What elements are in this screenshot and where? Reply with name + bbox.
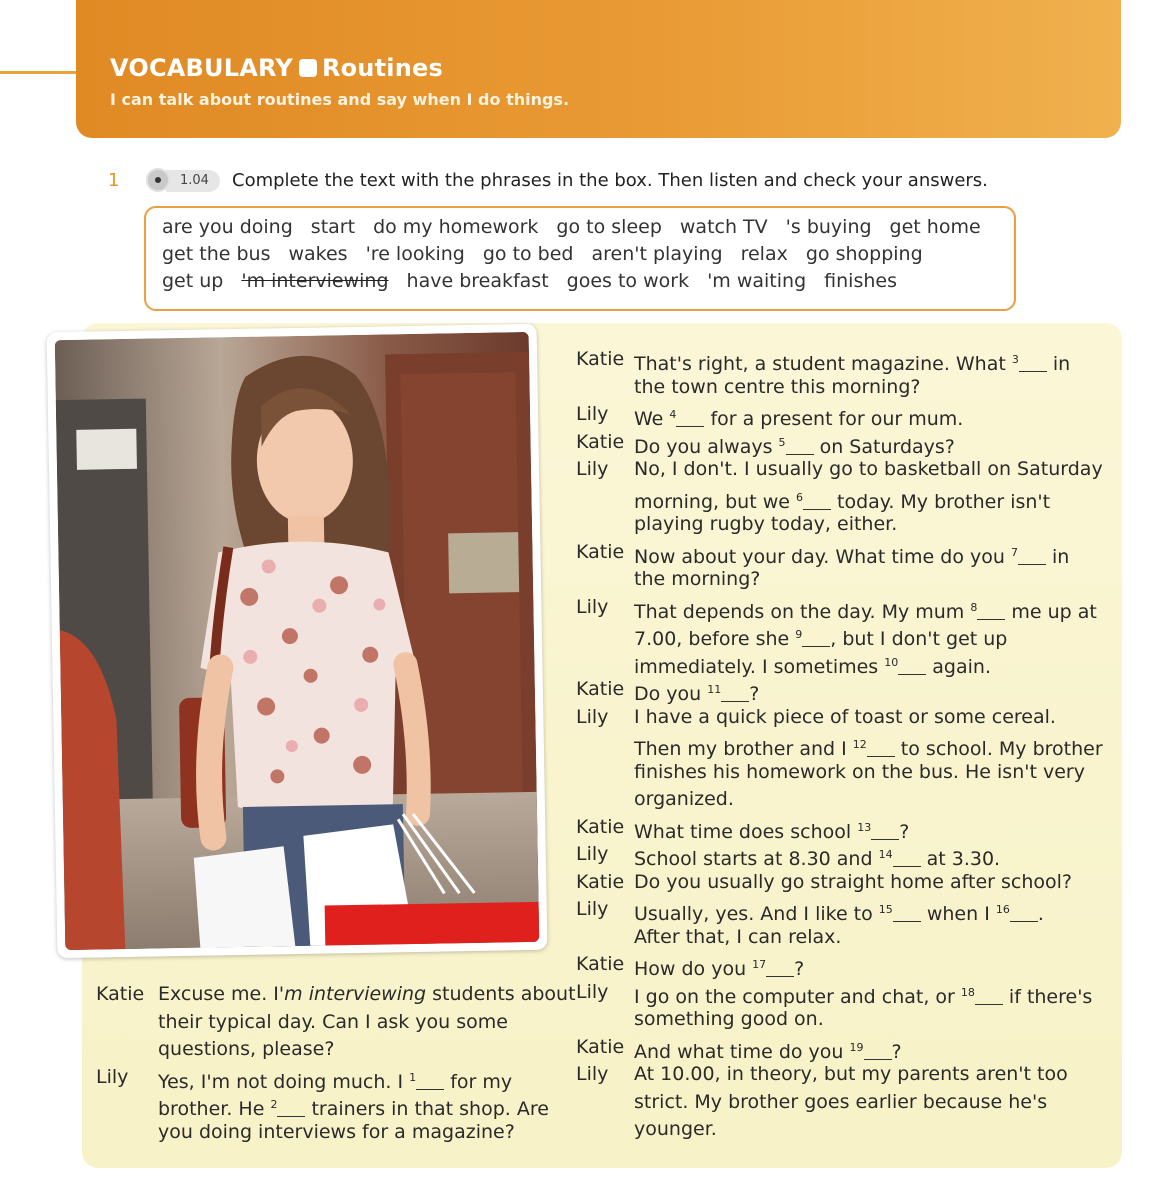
- exercise-number: 1: [108, 170, 120, 191]
- speaker-name: Katie: [576, 540, 625, 563]
- section-subtitle: I can talk about routines and say when I do things.: [110, 90, 570, 109]
- answer-blank[interactable]: [277, 1099, 305, 1117]
- section-banner: [76, 0, 1121, 138]
- phrase: 'm waiting: [707, 270, 807, 292]
- answer-blank[interactable]: [721, 684, 749, 702]
- answer-blank[interactable]: [871, 822, 899, 840]
- speaker-name: Lily: [576, 458, 609, 480]
- phrase-crossed-out: 'm interviewing: [241, 270, 389, 292]
- phrase: aren't playing: [591, 243, 723, 265]
- dialogue-line: Do you always $^5$ on Saturdays?: [634, 435, 955, 458]
- phrase: have breakfast: [406, 270, 549, 292]
- answer-blank[interactable]: [416, 1072, 444, 1090]
- speaker-name: Lily: [96, 1065, 129, 1088]
- dialogue-line: At 10.00, in theory, but my parents aren't too: [634, 1063, 1068, 1085]
- phrase: 's buying: [785, 216, 872, 238]
- answer-blank[interactable]: [766, 959, 794, 977]
- photo-illustration: [55, 332, 540, 950]
- dialogue-line: That depends on the day. My mum $^8$ me up at: [634, 600, 1097, 623]
- dialogue-line: you doing interviews for a magazine?: [158, 1120, 515, 1143]
- answer-blank[interactable]: [898, 657, 926, 675]
- phrase: relax: [740, 243, 788, 265]
- phrase: finishes: [824, 270, 897, 292]
- phrase-row: [162, 216, 999, 238]
- phrase: wakes: [288, 243, 348, 265]
- dialogue-line: Now about your day. What time do you $^7$ in: [634, 545, 1070, 568]
- photo-girl-shopping: [47, 324, 548, 958]
- dialogue-line: younger.: [634, 1118, 717, 1140]
- speaker-name: Katie: [576, 348, 625, 370]
- answer-blank[interactable]: [893, 904, 921, 922]
- speaker-name: Katie: [96, 983, 145, 1005]
- dialogue-line: We $^4$ for a present for our mum.: [634, 408, 964, 430]
- dialogue-line: Then my brother and I $^{12}$ to school. My brother: [634, 738, 1103, 760]
- phrase: watch TV: [679, 216, 768, 238]
- answer-blank[interactable]: [676, 409, 704, 427]
- dialogue-line: I have a quick piece of toast or some cereal.: [634, 705, 1056, 728]
- answer-blank[interactable]: [803, 492, 831, 510]
- dialogue-line: brother. He $^2$ trainers in that shop. Are: [158, 1098, 549, 1120]
- dialogue-line: That's right, a student magazine. What $^3$ in: [634, 353, 1071, 375]
- section-topic: Routines: [321, 54, 443, 82]
- speaker-name: Katie: [576, 1035, 625, 1058]
- phrase: go to bed: [482, 243, 574, 265]
- dialogue-line: questions, please?: [158, 1038, 335, 1060]
- answer-blank[interactable]: [893, 849, 921, 867]
- dialogue-line: Excuse me. I'm interviewing students about: [158, 983, 576, 1005]
- section-label: VOCABULARY: [110, 54, 293, 82]
- audio-cd-icon[interactable]: [146, 168, 170, 192]
- audio-track-number[interactable]: 1.04: [166, 170, 220, 192]
- speaker-name: Lily: [576, 1063, 609, 1085]
- dialogue-line: What time does school $^{13}$ ?: [634, 820, 910, 843]
- speaker-name: Lily: [576, 403, 609, 425]
- phrase: 're looking: [365, 243, 465, 265]
- answer-blank[interactable]: [1010, 904, 1038, 922]
- dialogue-line: strict. My brother goes earlier because he's: [634, 1090, 1048, 1113]
- phrase: go to sleep: [556, 216, 662, 238]
- phrase: are you doing: [162, 216, 293, 238]
- exercise-instruction: Complete the text with the phrases in the box. Then listen and check your answers.: [232, 170, 988, 191]
- dialogue-line: playing rugby today, either.: [634, 513, 898, 535]
- dialogue-line: 7.00, before she $^9$ , but I don't get up: [634, 628, 1008, 650]
- answer-blank[interactable]: [802, 629, 830, 647]
- phrase: get the bus: [162, 243, 271, 265]
- speaker-name: Lily: [576, 898, 609, 920]
- answer-blank[interactable]: [975, 987, 1003, 1005]
- section-title: [110, 54, 443, 82]
- dialogue-line: School starts at 8.30 and $^{14}$ at 3.30.: [634, 848, 1001, 870]
- speaker-name: Katie: [576, 430, 625, 453]
- phrase: go shopping: [805, 243, 923, 265]
- dialogue-right: [576, 346, 1116, 1146]
- phrase-row: [162, 270, 915, 292]
- phrase: goes to work: [566, 270, 690, 292]
- dialogue-line: immediately. I sometimes $^{10}$ again.: [634, 655, 991, 678]
- phrase: do my homework: [373, 216, 539, 238]
- phrase-row: [162, 243, 941, 265]
- dialogue-line: And what time do you $^{19}$ ?: [634, 1040, 902, 1063]
- speaker-name: Katie: [576, 815, 625, 838]
- banner-accent-line: [0, 71, 80, 74]
- dialogue-line: After that, I can relax.: [634, 925, 842, 948]
- dialogue-line: How do you $^{17}$ ?: [634, 958, 805, 980]
- speaker-name: Lily: [576, 980, 609, 1003]
- answer-blank[interactable]: [867, 739, 895, 757]
- speaker-name: Lily: [576, 705, 609, 728]
- dialogue-line: Do you $^{11}$ ?: [634, 683, 760, 705]
- speaker-name: Katie: [576, 678, 625, 700]
- speaker-name: Lily: [576, 843, 609, 865]
- dialogue-left: [96, 981, 576, 1151]
- phrase: start: [310, 216, 356, 238]
- answer-blank[interactable]: [1019, 354, 1047, 372]
- dialogue-line: I go on the computer and chat, or $^{18}$ if there's: [634, 985, 1093, 1008]
- speaker-name: Lily: [576, 595, 609, 618]
- answer-blank[interactable]: [864, 1042, 892, 1060]
- dialogue-line: the town centre this morning?: [634, 375, 921, 398]
- phrase: get home: [889, 216, 981, 238]
- answer-blank[interactable]: [977, 602, 1005, 620]
- dialogue-line: Yes, I'm not doing much. I $^1$ for my: [158, 1070, 513, 1093]
- dialogue-line: the morning?: [634, 568, 761, 590]
- dialogue-line: finishes his homework on the bus. He isn't very: [634, 760, 1085, 783]
- dialogue-line: morning, but we $^6$ today. My brother isn't: [634, 490, 1051, 513]
- phrase: get up: [162, 270, 224, 292]
- dialogue-line: organized.: [634, 788, 734, 810]
- speaker-name: Katie: [576, 870, 625, 893]
- phrase-box: [144, 206, 1016, 311]
- speaker-name: Katie: [576, 953, 625, 975]
- bullet-square-icon: [299, 59, 317, 77]
- answer-blank[interactable]: [1018, 547, 1046, 565]
- dialogue-line: something good on.: [634, 1008, 824, 1030]
- answer-blank[interactable]: [786, 437, 814, 455]
- dialogue-line: Usually, yes. And I like to $^{15}$ when I $^{16}$ .: [634, 903, 1044, 925]
- dialogue-line: Do you usually go straight home after school?: [634, 870, 1073, 893]
- dialogue-line: No, I don't. I usually go to basketball on Saturday: [634, 458, 1103, 480]
- dialogue-line: their typical day. Can I ask you some: [158, 1010, 508, 1033]
